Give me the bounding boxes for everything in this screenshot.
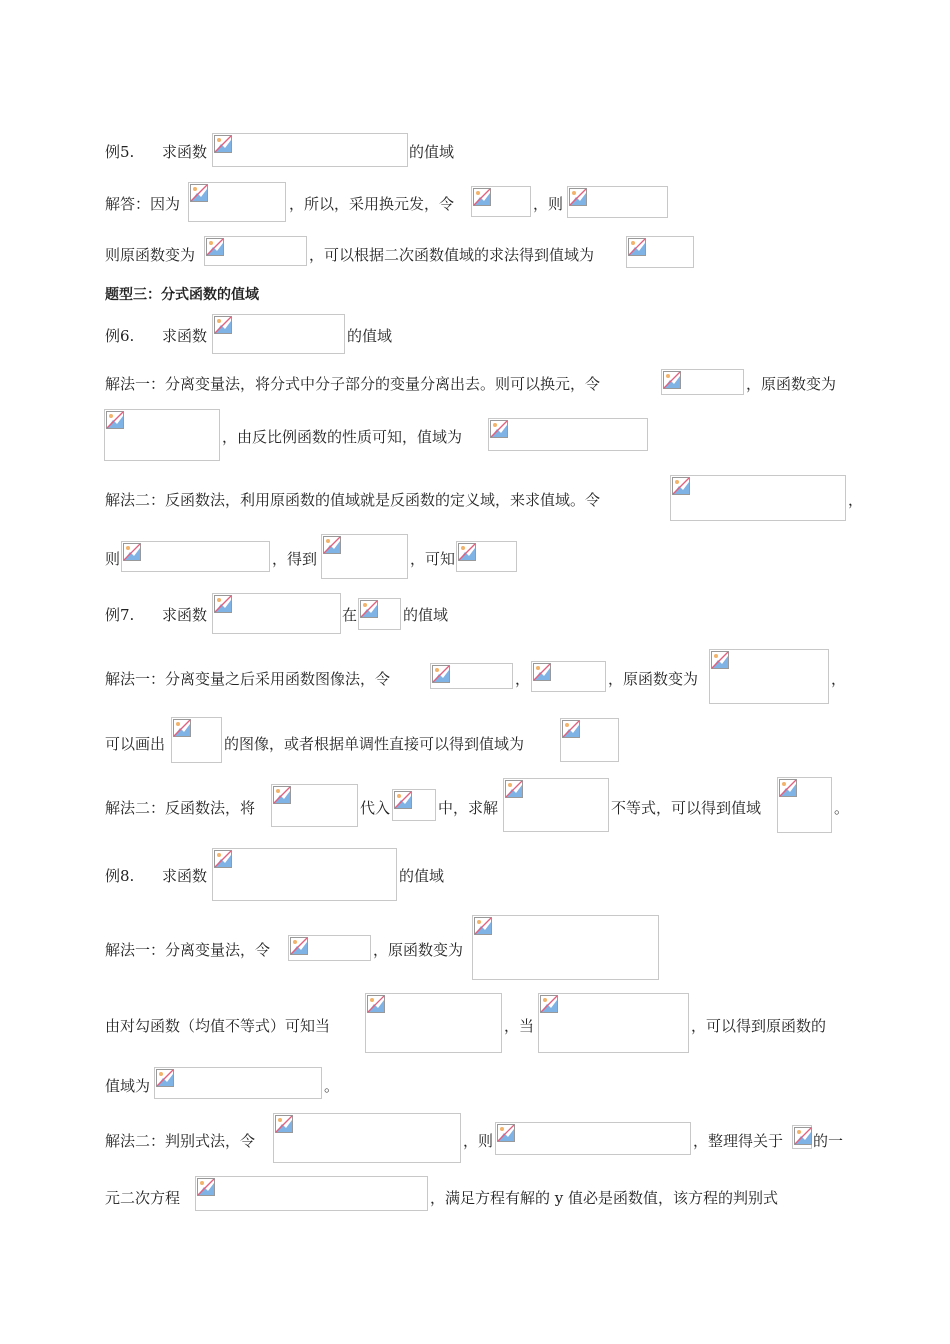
broken-image-icon [214,850,232,868]
broken-image-icon [711,651,729,669]
text: 元二次方程 [105,1189,181,1207]
example-6-label: 例6. [105,327,135,345]
text: 由对勾函数（均值不等式）可知当 [105,1017,331,1035]
formula-image [104,409,220,461]
broken-image-icon [290,937,308,955]
broken-image-icon [497,1124,515,1142]
text: 的值域 [403,606,449,624]
text: ，满足方程有解的 y 值必是函数值，该方程的判别式 [430,1189,779,1207]
example-7-label: 例7. [105,606,135,624]
formula-image [430,663,513,689]
text: 值域为 [105,1077,151,1095]
example-5-label: 例5. [105,143,135,161]
broken-image-icon [106,411,124,429]
text: 代入 [360,799,391,817]
text: ，得到 [272,550,318,568]
text: 解答：因为 [105,195,181,213]
formula-image [456,541,517,572]
text: 中，求解 [438,799,499,817]
broken-image-icon [394,791,412,809]
broken-image-icon [360,600,378,618]
broken-image-icon [214,595,232,613]
text: 求函数 [162,143,208,161]
formula-image [121,541,270,572]
broken-image-icon [663,371,681,389]
text: ，所以，采用换元发，令 [289,195,455,213]
broken-image-icon [156,1069,174,1087]
broken-image-icon [794,1127,812,1145]
broken-image-icon [505,780,523,798]
text: 求函数 [162,867,208,885]
broken-image-icon [273,786,291,804]
text: ，整理得关于 [693,1132,784,1150]
example-8-label: 例8. [105,867,135,885]
text: ，可知 [410,550,456,568]
formula-image [358,598,401,630]
text: 可以画出 [105,735,166,753]
text: 的图像，或者根据单调性直接可以得到值域为 [224,735,525,753]
text: 解法一：分离变量法，令 [105,941,271,959]
text: 。 [834,799,850,817]
text: 的值域 [409,143,455,161]
formula-image [538,993,689,1053]
formula-image [567,186,668,218]
text: 解法一：分离变量法，将分式中分子部分的变量分离出去。则可以换元，令 [105,375,601,393]
broken-image-icon [190,184,208,202]
text: ，原函数变为 [608,670,699,688]
broken-image-icon [672,477,690,495]
text: 解法二：判别式法，令 [105,1132,256,1150]
text: 在 [342,606,358,624]
formula-image [661,369,744,395]
text: ，原函数变为 [373,941,464,959]
formula-image [273,1113,461,1163]
formula-image [212,314,345,354]
broken-image-icon [173,719,191,737]
text: 的值域 [347,327,393,345]
text: 的一 [813,1132,844,1150]
section-heading: 题型三：分式函数的值域 [105,287,259,303]
broken-image-icon [474,917,492,935]
text: 。 [324,1077,340,1095]
broken-image-icon [458,543,476,561]
formula-image [495,1122,691,1155]
formula-image [392,789,436,821]
formula-image [472,915,659,980]
formula-image [709,649,829,704]
broken-image-icon [214,135,232,153]
broken-image-icon [214,316,232,334]
formula-image [626,236,694,268]
broken-image-icon [473,188,491,206]
text: ，原函数变为 [746,375,837,393]
formula-image [204,236,307,266]
broken-image-icon [367,995,385,1013]
formula-image [365,993,502,1053]
broken-image-icon [490,420,508,438]
broken-image-icon [569,188,587,206]
text: 求函数 [162,327,208,345]
formula-image [670,475,846,521]
formula-image [560,718,619,762]
formula-image [212,593,341,634]
formula-image [531,661,606,692]
broken-image-icon [628,238,646,256]
formula-image [792,1125,812,1149]
text: ，则 [463,1132,494,1150]
formula-image [212,133,408,167]
formula-image [188,182,286,222]
formula-image [271,784,358,827]
formula-image [195,1176,428,1211]
broken-image-icon [323,536,341,554]
broken-image-icon [123,543,141,561]
formula-image [488,418,648,451]
text: 不等式，可以得到值域 [611,799,762,817]
text: ， [831,670,847,688]
text: ，当 [504,1017,535,1035]
text: ， [515,670,531,688]
text: 则 [105,550,121,568]
text: ， [848,491,864,509]
text: 求函数 [162,606,208,624]
broken-image-icon [206,238,224,256]
text: 解法二：反函数法，将 [105,799,256,817]
broken-image-icon [562,720,580,738]
broken-image-icon [197,1178,215,1196]
formula-image [171,717,222,763]
broken-image-icon [432,665,450,683]
text: ，可以得到原函数的 [691,1017,827,1035]
text: ，由反比例函数的性质可知，值域为 [222,428,463,446]
text: ，可以根据二次函数值域的求法得到值域为 [309,246,595,264]
text: 则原函数变为 [105,246,196,264]
broken-image-icon [533,663,551,681]
broken-image-icon [540,995,558,1013]
formula-image [288,935,371,961]
broken-image-icon [275,1115,293,1133]
text: 的值域 [399,867,445,885]
formula-image [321,534,408,579]
broken-image-icon [779,779,797,797]
formula-image [154,1067,322,1099]
formula-image [777,777,832,833]
formula-image [212,848,397,901]
text: ，则 [533,195,564,213]
text: 解法二：反函数法，利用原函数的值域就是反函数的定义域，来求值域。令 [105,491,601,509]
formula-image [471,186,531,217]
text: 解法一：分离变量之后采用函数图像法，令 [105,670,391,688]
formula-image [503,778,609,832]
